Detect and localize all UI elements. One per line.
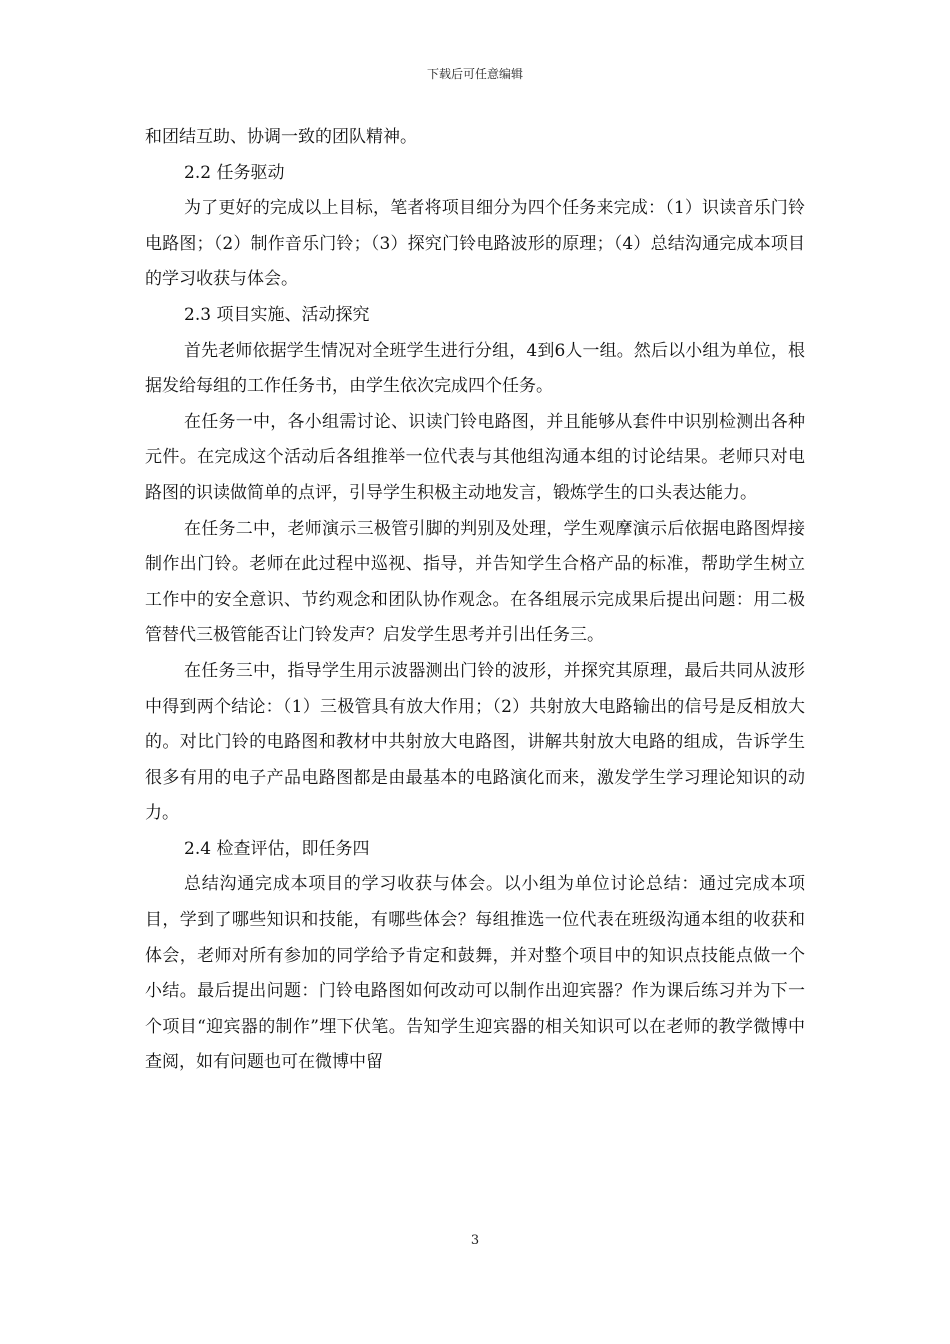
page-number: 3 bbox=[470, 1233, 480, 1248]
section-heading-2-4: 2.4 检查评估，即任务四 bbox=[184, 838, 370, 859]
page-header: 下载后可任意编辑 bbox=[426, 67, 523, 81]
paragraph-task-one: 在任务一中，各小组需讨论、识读门铃电路图，并且能够从套件中识别检测出各种元件。在完成这个活动后各组推举一位代表与其他组沟通本组的讨论结果。老师只对电路图的识读做简单的点评，引导学生积极主动地发言，锻炼学生的口头表达能力。 bbox=[145, 411, 805, 503]
section-heading-2-2: 2.2 任务驱动 bbox=[184, 162, 285, 183]
paragraph-task-two: 在任务二中，老师演示三极管引脚的判别及处理，学生观摩演示后依据电路图焊接制作出门铃。老师在此过程中巡视、指导，并告知学生合格产品的标准，帮助学生树立工作中的安全意识、节约观念和团队协作观念。在各组展示完成果后提出问题：用二极管替代三极管能否让门铃发声？启发学生思考并引出任务三。 bbox=[145, 518, 805, 646]
section-heading-2-3: 2.3 项目实施、活动探究 bbox=[184, 304, 370, 325]
paragraph-task-overview: 为了更好的完成以上目标，笔者将项目细分为四个任务来完成：（1）识读音乐门铃电路图；（2）制作音乐门铃；（3）探究门铃电路波形的原理；（4）总结沟通完成本项目的学习收获与体会。 bbox=[145, 198, 805, 290]
paragraph-grouping: 首先老师依据学生情况对全班学生进行分组，4到6人一组。然后以小组为单位，根据发给每组的工作任务书，由学生依次完成四个任务。 bbox=[145, 340, 805, 397]
paragraph-task-four: 总结沟通完成本项目的学习收获与体会。以小组为单位讨论总结：通过完成本项目，学到了哪些知识和技能，有哪些体会？每组推选一位代表在班级沟通本组的收获和体会，老师对所有参加的同学给予肯定和鼓舞，并对整个项目中的知识点技能点做一个小结。最后提出问题：门铃电路图如何改动可以制作出迎宾器？作为课后练习并为下一个项目“迎宾器的制作”埋下伏笔。告知学生迎宾器的相关知识可以在老师的教学微博中查阅，如有问题也可在微博中留 bbox=[145, 874, 805, 1073]
document-body bbox=[145, 120, 805, 1081]
paragraph-task-three: 在任务三中，指导学生用示波器测出门铃的波形，并探究其原理，最后共同从波形中得到两个结论：（1）三极管具有放大作用；（2）共射放大电路输出的信号是反相放大的。对比门铃的电路图和教材中共射放大电路图，讲解共射放大电路的组成，告诉学生很多有用的电子产品电路图都是由最基本的电路演化而来，激发学生学习理论知识的动力。 bbox=[145, 660, 805, 824]
paragraph-continuation: 和团结互助、协调一致的团队精神。 bbox=[145, 127, 417, 147]
